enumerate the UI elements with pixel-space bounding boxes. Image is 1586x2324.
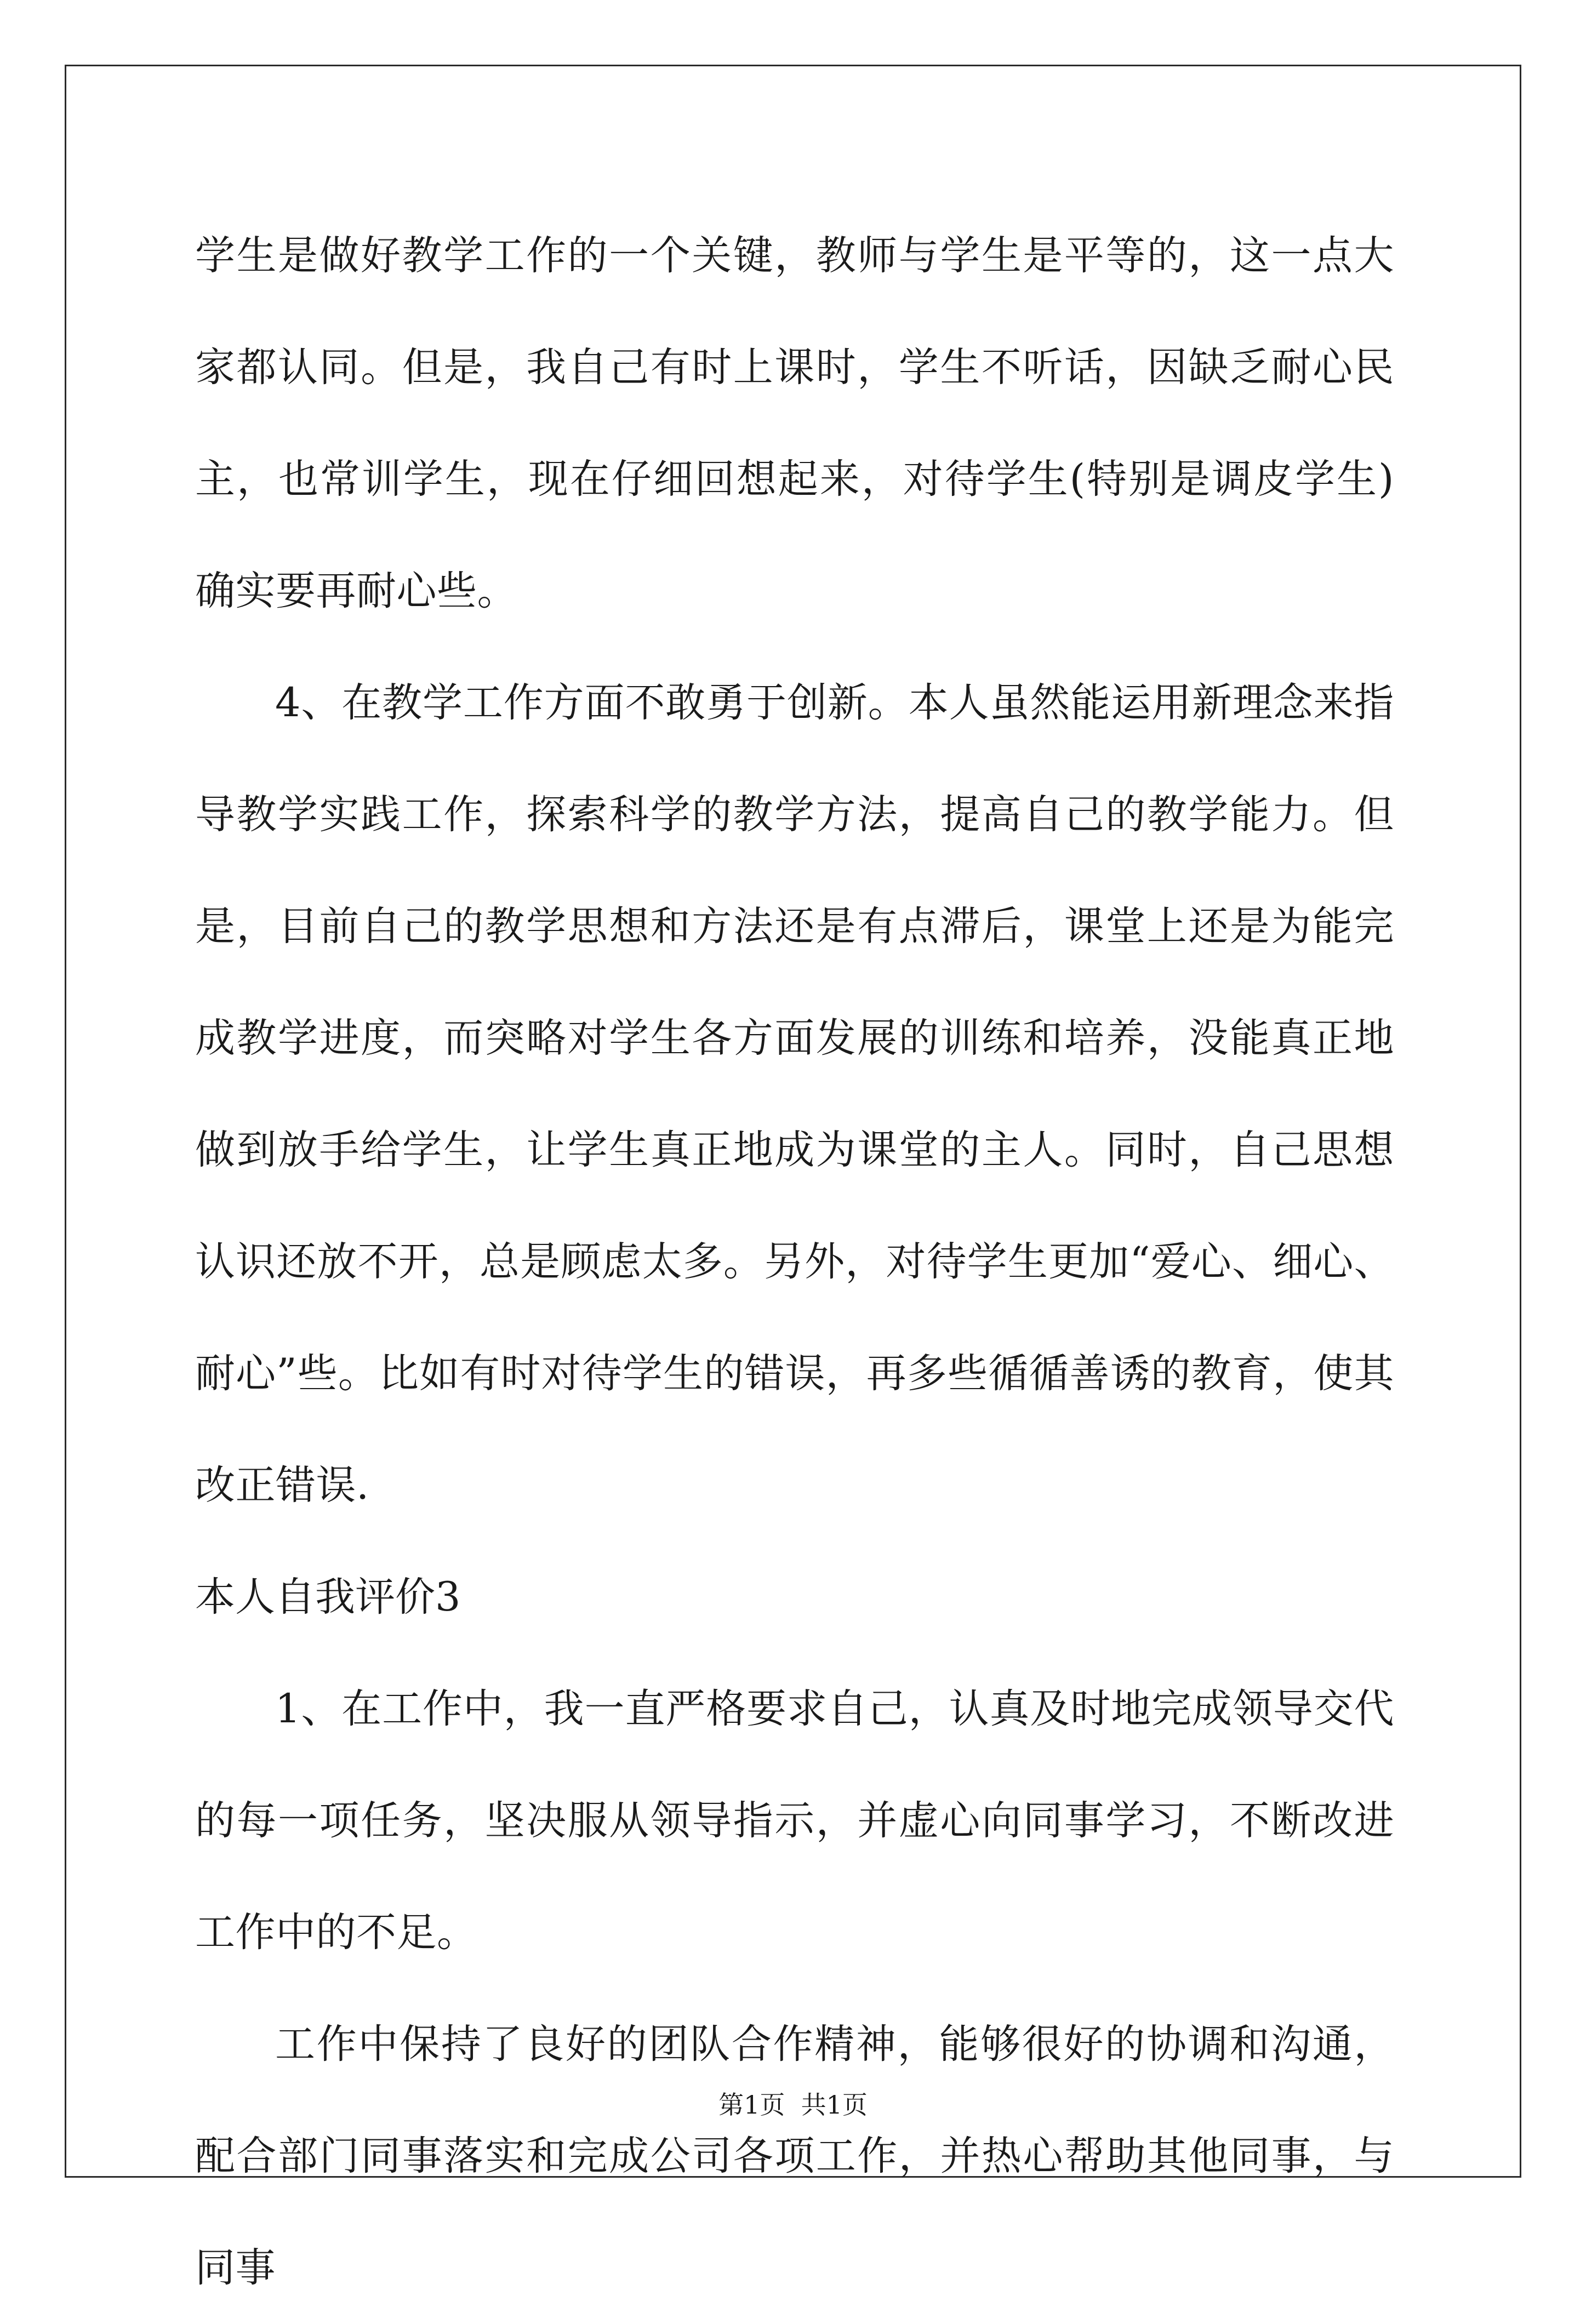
paragraph-1: 学生是做好教学工作的一个关键，教师与学生是平等的，这一点大家都认同。但是，我自己有时上课时，学生不听话，因缺乏耐心民主，也常训学生，现在仔细回想起来，对待学生(特别是调皮学生)确实要再耐心些。 bbox=[195, 232, 1394, 614]
paragraph-2: 4、在教学工作方面不敢勇于创新。本人虽然能运用新理念来指导教学实践工作，探索科学的教学方法，提高自己的教学能力。但是，目前自己的教学思想和方法还是有点滞后，课堂上还是为能完成教学进度，而突略对学生各方面发展的训练和培养，没能真正地做到放手给学生，让学生真正地成为课堂的主人。同时，自己思想认识还放不开，总是顾虑太多。另外，对待学生更加“爱心、细心、耐心”些。比如有时对待学生的错误，再多些循循善诱的教育，使其改正错误. bbox=[195, 680, 1394, 1509]
paragraph-4: 工作中保持了良好的团队合作精神，能够很好的协调和沟通，配合部门同事落实和完成公司各项工作，并热心帮助其他同事，与同事 bbox=[195, 2021, 1394, 2291]
page-footer: 第1页 共1页 bbox=[718, 2090, 868, 2120]
section-heading: 本人自我评价3 bbox=[195, 1574, 461, 1620]
document-body bbox=[195, 200, 1394, 2324]
paragraph-3: 1、在工作中，我一直严格要求自己，认真及时地完成领导交代的每一项任务，坚决服从领导指示，并虚心向同事学习，不断改进工作中的不足。 bbox=[195, 1686, 1394, 1956]
